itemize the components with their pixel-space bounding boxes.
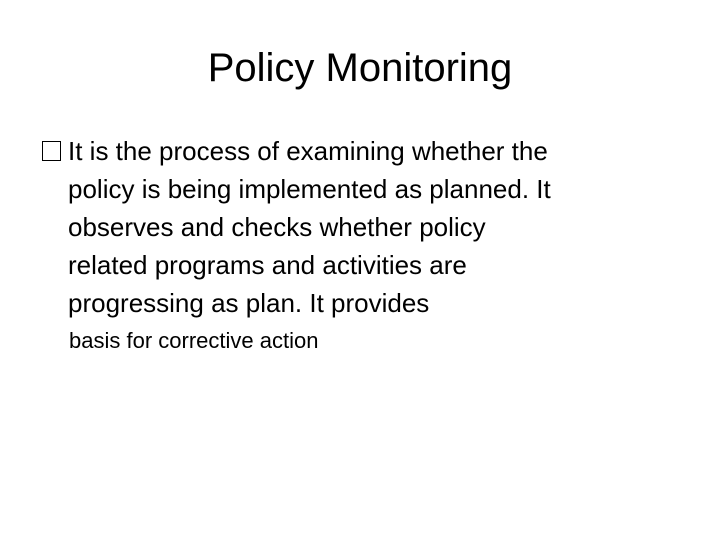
- slide-title: Policy Monitoring: [207, 46, 513, 90]
- bullet-text: It is the process of examining whether the policy is being implemented as planned. It observes and checks whether policy related programs and activities are progressing as plan. It provides: [68, 136, 551, 318]
- continuation-text: basis for corrective action: [69, 328, 319, 353]
- bullet-item: [40, 132, 680, 322]
- square-bullet-icon: [42, 141, 61, 161]
- slide-body: [40, 132, 680, 356]
